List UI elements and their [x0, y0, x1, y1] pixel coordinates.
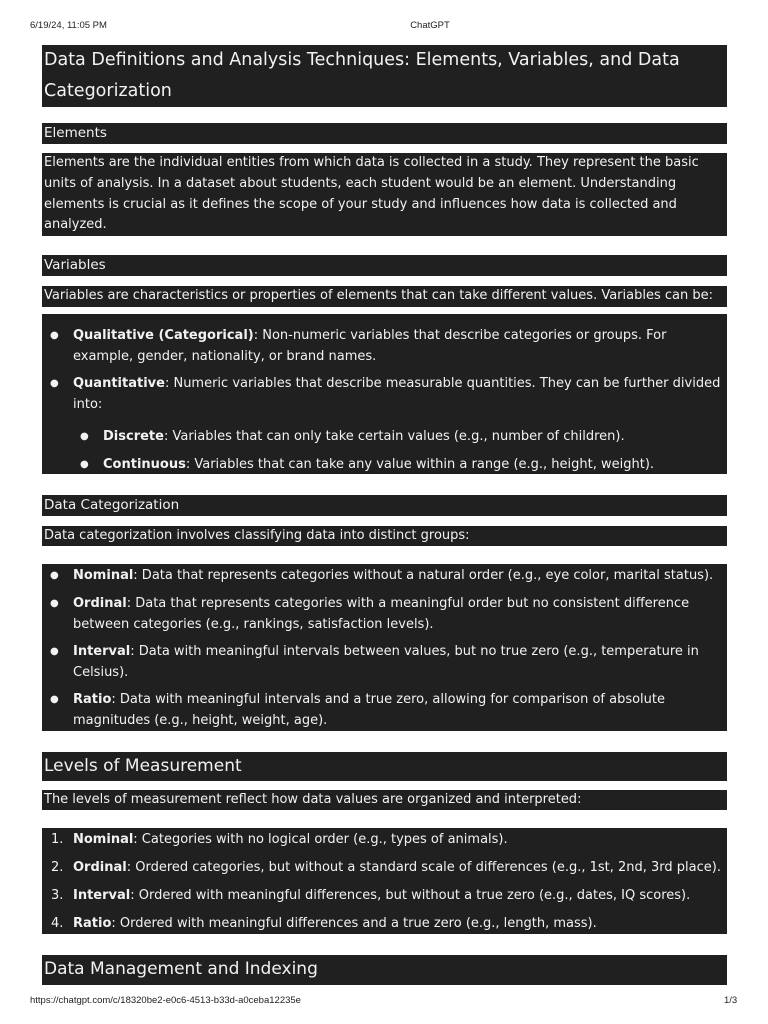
categorization-intro: Data categorization involves classifying data into distinct groups:: [42, 526, 727, 546]
definition: : Ordered categories, but without a standard scale of differences (e.g., 1st, 2nd, 3rd place).: [126, 860, 721, 875]
list-item: [42, 374, 722, 415]
term: Interval: [73, 644, 131, 659]
list-item: [42, 642, 722, 683]
levels-intro: The levels of measurement reflect how data values are organized and interpreted:: [42, 790, 727, 810]
print-url-link[interactable]: https://chatgpt.com/c/18320be2-e0c6-4513-b33d-a0ceba12235e: [30, 995, 301, 1006]
section-heading-elements: Elements: [42, 123, 727, 144]
term: Interval: [73, 888, 131, 903]
definition: : Variables that can take any value within a range (e.g., height, weight).: [185, 457, 655, 472]
term: Ratio: [73, 916, 112, 931]
item-number: 4.: [51, 916, 64, 931]
term: Quantitative: [73, 376, 165, 391]
bullet-icon: ●: [50, 646, 59, 657]
levels-list: [42, 828, 727, 934]
variables-list: [42, 314, 727, 474]
definition: : Ordered with meaningful differences and a true zero (e.g., length, mass).: [111, 916, 597, 931]
definition: : Variables that can only take certain values (e.g., number of children).: [163, 429, 625, 444]
print-page-number: 1/3: [724, 995, 738, 1006]
term: Discrete: [103, 429, 164, 444]
list-item: [42, 858, 722, 879]
term: Nominal: [73, 568, 134, 583]
bullet-icon: ●: [50, 570, 59, 581]
definition: : Data with meaningful intervals between values, but no true zero (e.g., temperature in Celsius).: [73, 644, 699, 680]
definition: : Data that represents categories with a meaningful order but no consistent difference between categories (e.g., rankings, satisfaction levels).: [73, 596, 690, 632]
variables-intro: Variables are characteristics or properties of elements that can take different values. Variables can be:: [42, 286, 727, 307]
list-item: [42, 594, 722, 635]
term: Qualitative (Categorical): [73, 328, 254, 343]
print-datetime: 6/19/24, 11:05 PM: [30, 20, 107, 31]
document-title: Data Definitions and Analysis Techniques: Elements, Variables, and Data Categorization: [42, 45, 727, 107]
bullet-icon: ●: [50, 694, 59, 705]
list-item: [42, 566, 722, 587]
sub-list-item: [42, 455, 722, 476]
definition: : Non-numeric variables that describe categories or groups. For example, gender, nationality, or brand names.: [73, 328, 667, 364]
bullet-icon: ●: [80, 431, 89, 442]
list-item: [42, 886, 722, 907]
bullet-icon: ●: [50, 330, 59, 341]
section-heading-levels-of-measurement: Levels of Measurement: [42, 752, 727, 781]
term: Ratio: [73, 692, 112, 707]
list-item: [42, 690, 722, 731]
categorization-list: [42, 564, 727, 731]
bullet-icon: ●: [50, 598, 59, 609]
definition: : Categories with no logical order (e.g., types of animals).: [133, 832, 508, 847]
print-site-title: ChatGPT: [410, 20, 450, 31]
definition: : Data that represents categories without a natural order (e.g., eye color, marital status).: [133, 568, 714, 583]
list-item: [42, 914, 722, 935]
definition: : Numeric variables that describe measurable quantities. They can be further divided into:: [73, 376, 721, 412]
item-number: 3.: [51, 888, 64, 903]
sub-list-item: [42, 427, 722, 448]
section-heading-data-management: Data Management and Indexing: [42, 955, 727, 985]
bullet-icon: ●: [80, 459, 89, 470]
term: Nominal: [73, 832, 134, 847]
list-item: [42, 326, 722, 367]
term: Ordinal: [73, 860, 127, 875]
bullet-icon: ●: [50, 378, 59, 389]
elements-paragraph: Elements are the individual entities from which data is collected in a study. They represent the basic units of analysis. In a dataset about students, each student would be an element. Understanding elements is crucial as it defines the scope of your study and influences how data is collected and analyzed.: [42, 153, 727, 236]
item-number: 2.: [51, 860, 64, 875]
section-heading-variables: Variables: [42, 255, 727, 276]
term: Ordinal: [73, 596, 127, 611]
list-item: [42, 830, 722, 851]
definition: : Ordered with meaningful differences, but without a true zero (e.g., dates, IQ scores).: [130, 888, 691, 903]
term: Continuous: [103, 457, 186, 472]
section-heading-data-categorization: Data Categorization: [42, 495, 727, 516]
definition: : Data with meaningful intervals and a true zero, allowing for comparison of absolute magnitudes (e.g., height, weight, age).: [73, 692, 665, 728]
item-number: 1.: [51, 832, 64, 847]
